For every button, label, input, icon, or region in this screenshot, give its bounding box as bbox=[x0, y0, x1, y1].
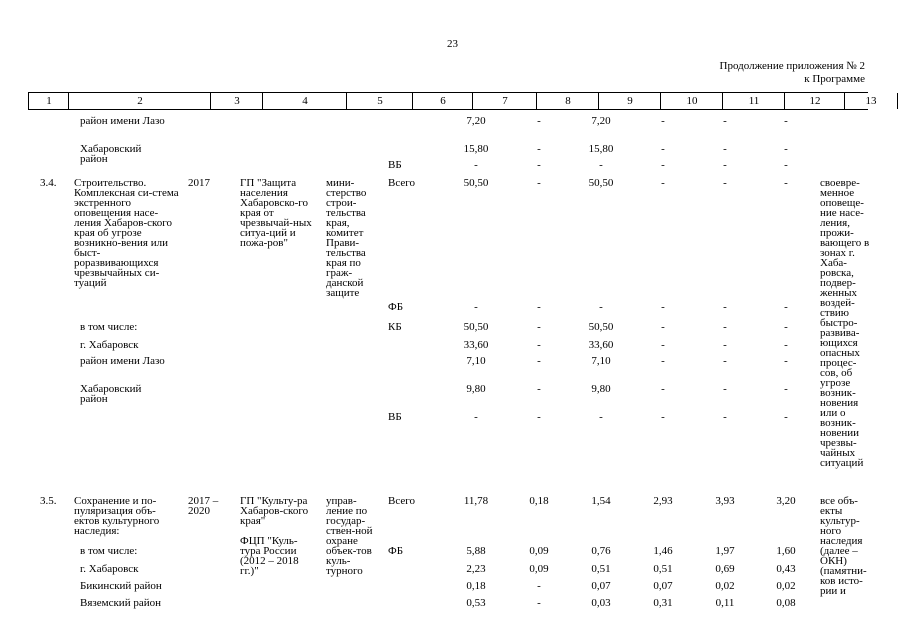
item-name: Строительство. Комплексная си-стема экстренного оповещения насе-ления Хабаров-ского края об угрозе возникно-вения или быст-роразвивающихся чрезвычайных си-туаций bbox=[74, 177, 179, 289]
row-name: г. Хабаровск bbox=[80, 339, 139, 351]
col-header: 5 bbox=[346, 93, 413, 109]
cell-c9: 9,80 bbox=[591, 383, 611, 395]
cell-c11: - bbox=[723, 301, 727, 313]
cell-c9: 7,10 bbox=[591, 355, 611, 367]
cell-c12: - bbox=[784, 411, 788, 423]
cell-c12: - bbox=[784, 159, 788, 171]
cell-c8: - bbox=[537, 339, 541, 351]
cell-c8: - bbox=[537, 383, 541, 395]
cell-c8: - bbox=[537, 115, 541, 127]
cell-c9: 0,03 bbox=[591, 597, 611, 609]
cell-c9: 15,80 bbox=[588, 143, 614, 155]
cell-c12: 1,60 bbox=[776, 545, 796, 557]
cell-c10: 1,46 bbox=[653, 545, 673, 557]
cell-c8: - bbox=[537, 411, 541, 423]
cell-c10: 2,93 bbox=[653, 495, 673, 507]
cell-c9: 0,76 bbox=[591, 545, 611, 557]
col-header: 9 bbox=[598, 93, 661, 109]
cell-c8: - bbox=[537, 159, 541, 171]
funding-source: ФБ bbox=[388, 545, 404, 557]
row-name: Хабаровский район bbox=[80, 143, 142, 165]
cell-c8: - bbox=[537, 580, 541, 592]
col-header: 3 bbox=[210, 93, 263, 109]
cell-c8: - bbox=[537, 301, 541, 313]
cell-c8: - bbox=[537, 177, 541, 189]
cell-c9: 1,54 bbox=[591, 495, 611, 507]
cell-c12: 3,20 bbox=[776, 495, 796, 507]
cell-c11: 3,93 bbox=[715, 495, 735, 507]
cell-c12: - bbox=[784, 355, 788, 367]
cell-c9: 50,50 bbox=[588, 177, 614, 189]
cell-c12: - bbox=[784, 339, 788, 351]
funding-source: ВБ bbox=[388, 159, 402, 171]
col-header: 1 bbox=[28, 93, 69, 109]
cell-c7: 2,23 bbox=[466, 563, 486, 575]
cell-c12: 0,43 bbox=[776, 563, 796, 575]
cell-c8: - bbox=[537, 355, 541, 367]
item-result: своевре-менное оповеще-ние насе-ления, прожи-вающего в зонах г. Хаба-ровска, подвер-женных воздей-ствию быстро-развива-ющихся опасных процес-сов, об угрозе возник-новения или о возник-новении чрезвы-чайных ситуаций bbox=[820, 177, 870, 469]
item-number: 3.4. bbox=[40, 177, 57, 189]
cell-c11: - bbox=[723, 411, 727, 423]
cell-c10: - bbox=[661, 339, 665, 351]
item-executor: мини-стерство строи-тельства края, комитет Прави-тельства края по граж-данской защите bbox=[326, 177, 367, 299]
cell-c7: 11,78 bbox=[463, 495, 489, 507]
cell-c12: - bbox=[784, 301, 788, 313]
row-name: в том числе: bbox=[80, 321, 138, 333]
cell-c9: - bbox=[599, 411, 603, 423]
cell-c12: 0,02 bbox=[776, 580, 796, 592]
cell-c11: 0,11 bbox=[715, 597, 735, 609]
page-number: 23 bbox=[447, 38, 458, 50]
cell-c7: 0,53 bbox=[466, 597, 486, 609]
cell-c7: 33,60 bbox=[463, 339, 489, 351]
item-name: Сохранение и по-пуляризация объ-ектов культурного наследия: bbox=[74, 495, 160, 537]
cell-c10: - bbox=[661, 355, 665, 367]
cell-c12: 0,08 bbox=[776, 597, 796, 609]
cell-c11: - bbox=[723, 355, 727, 367]
cell-c10: - bbox=[661, 411, 665, 423]
col-header: 7 bbox=[472, 93, 537, 109]
cell-c7: - bbox=[474, 159, 478, 171]
cell-c7: 7,10 bbox=[466, 355, 486, 367]
cell-c11: - bbox=[723, 115, 727, 127]
cell-c9: 33,60 bbox=[588, 339, 614, 351]
cell-c7: 15,80 bbox=[463, 143, 489, 155]
continuation-note bbox=[720, 60, 865, 86]
item-year: 2017 bbox=[188, 177, 210, 189]
item-program: ГП "Культу-ра Хабаров-ского края" bbox=[240, 495, 309, 527]
item-number: 3.5. bbox=[40, 495, 57, 507]
cell-c10: - bbox=[661, 143, 665, 155]
cell-c9: 0,07 bbox=[591, 580, 611, 592]
cell-c7: 0,18 bbox=[466, 580, 486, 592]
cell-c10: - bbox=[661, 301, 665, 313]
col-header: 2 bbox=[68, 93, 211, 109]
funding-source: ВБ bbox=[388, 411, 402, 423]
cell-c8: 0,09 bbox=[529, 563, 549, 575]
cell-c11: - bbox=[723, 383, 727, 395]
cell-c7: 5,88 bbox=[466, 545, 486, 557]
item-program: ФЦП "Куль-тура России (2012 – 2018 гг.)" bbox=[240, 535, 299, 577]
col-header: 8 bbox=[536, 93, 599, 109]
item-program: ГП "Защита населения Хабаровско-го края от чрезвычай-ных ситуа-ций и пожа-ров" bbox=[240, 177, 312, 249]
row-name: район имени Лазо bbox=[80, 355, 165, 367]
cell-c7: 9,80 bbox=[466, 383, 486, 395]
cell-c7: 50,50 bbox=[463, 177, 489, 189]
cell-c7: - bbox=[474, 411, 478, 423]
item-executor: управ-ление по государ-ствен-ной охране объек-тов куль-турного bbox=[326, 495, 373, 577]
cell-c11: - bbox=[723, 339, 727, 351]
row-name: Хабаровский район bbox=[80, 383, 142, 405]
cell-c12: - bbox=[784, 177, 788, 189]
cell-c7: 7,20 bbox=[466, 115, 486, 127]
cell-c8: - bbox=[537, 597, 541, 609]
row-name: г. Хабаровск bbox=[80, 563, 139, 575]
cell-c10: 0,31 bbox=[653, 597, 673, 609]
funding-source: Всего bbox=[388, 177, 415, 189]
col-header: 4 bbox=[262, 93, 347, 109]
col-header: 6 bbox=[412, 93, 473, 109]
continuation-line-1: Продолжение приложения № 2 bbox=[719, 60, 865, 72]
continuation-line-2: к Программе bbox=[804, 73, 865, 85]
cell-c8: 0,09 bbox=[529, 545, 549, 557]
cell-c12: - bbox=[784, 115, 788, 127]
cell-c10: - bbox=[661, 383, 665, 395]
col-header: 12 bbox=[784, 93, 845, 109]
cell-c9: 7,20 bbox=[591, 115, 611, 127]
cell-c10: - bbox=[661, 115, 665, 127]
cell-c12: - bbox=[784, 321, 788, 333]
cell-c11: - bbox=[723, 143, 727, 155]
cell-c11: 0,69 bbox=[715, 563, 735, 575]
cell-c12: - bbox=[784, 143, 788, 155]
row-name: Бикинский район bbox=[80, 580, 162, 592]
table-header bbox=[28, 92, 877, 110]
funding-source: ФБ bbox=[388, 301, 404, 313]
cell-c9: - bbox=[599, 159, 603, 171]
cell-c8: 0,18 bbox=[529, 495, 549, 507]
cell-c9: 0,51 bbox=[591, 563, 611, 575]
cell-c11: - bbox=[723, 159, 727, 171]
cell-c9: 50,50 bbox=[588, 321, 614, 333]
cell-c11: 1,97 bbox=[715, 545, 735, 557]
col-header: 13 bbox=[844, 93, 898, 109]
funding-source: Всего bbox=[388, 495, 415, 507]
cell-c10: - bbox=[661, 177, 665, 189]
row-name: в том числе: bbox=[80, 545, 138, 557]
col-header: 10 bbox=[660, 93, 723, 109]
cell-c12: - bbox=[784, 383, 788, 395]
cell-c10: 0,07 bbox=[653, 580, 673, 592]
cell-c10: - bbox=[661, 159, 665, 171]
col-header: 11 bbox=[722, 93, 785, 109]
cell-c11: 0,02 bbox=[715, 580, 735, 592]
row-name: район имени Лазо bbox=[80, 115, 165, 127]
cell-c10: - bbox=[661, 321, 665, 333]
row-name: Вяземский район bbox=[80, 597, 161, 609]
cell-c10: 0,51 bbox=[653, 563, 673, 575]
item-result: все объ-екты культур-ного наследия (далее – ОКН) (памятни-ков исто-рии и bbox=[820, 495, 867, 597]
funding-source: КБ bbox=[388, 321, 402, 333]
cell-c11: - bbox=[723, 177, 727, 189]
cell-c7: - bbox=[474, 301, 478, 313]
cell-c8: - bbox=[537, 321, 541, 333]
cell-c7: 50,50 bbox=[463, 321, 489, 333]
item-year: 2017 – 2020 bbox=[188, 495, 219, 517]
cell-c9: - bbox=[599, 301, 603, 313]
cell-c11: - bbox=[723, 321, 727, 333]
cell-c8: - bbox=[537, 143, 541, 155]
